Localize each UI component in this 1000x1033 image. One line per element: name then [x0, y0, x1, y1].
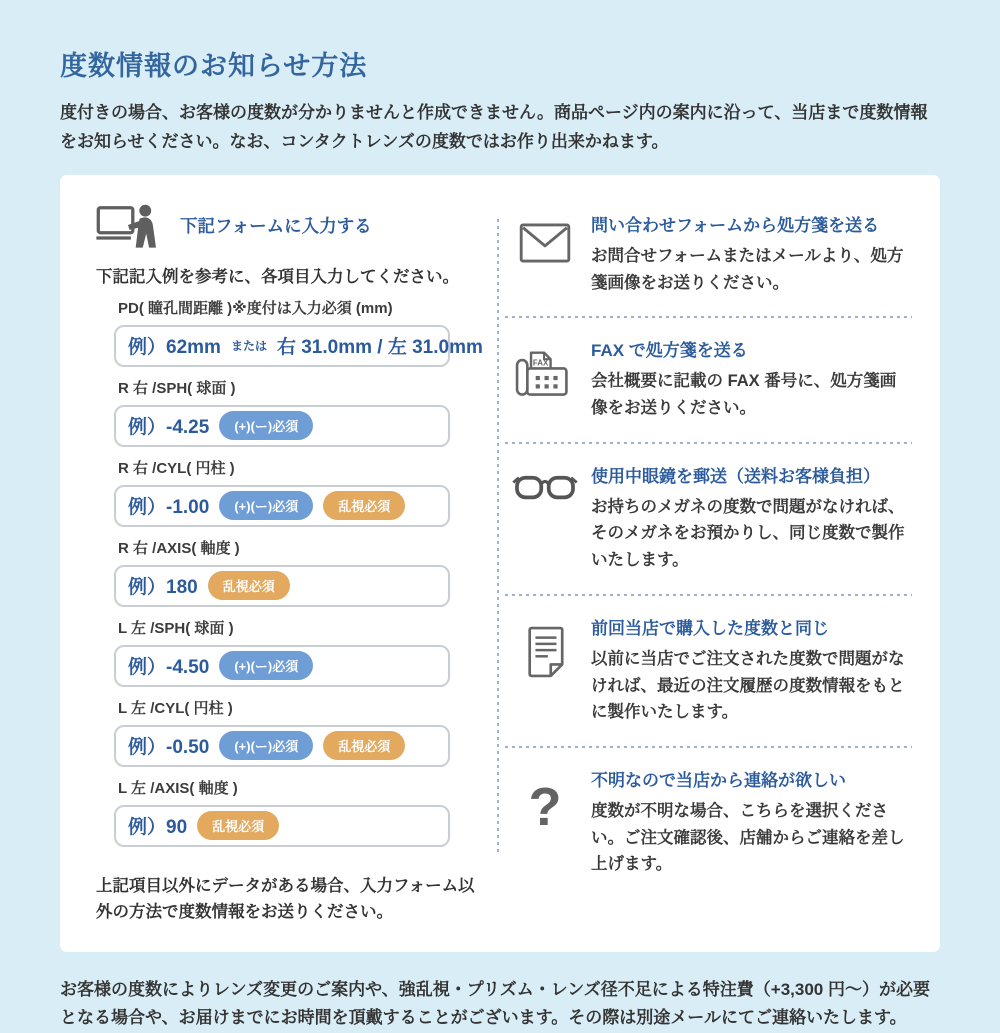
glasses-icon: [499, 460, 591, 574]
field-example-box: [114, 805, 450, 847]
method-description: お持ちのメガネの度数で問題がなければ、そのメガネをお預かりし、同じ度数で製作いたします。: [591, 497, 905, 570]
envelope-icon: [499, 209, 591, 296]
plus-minus-required-badge: (+)(ー)必須: [219, 651, 313, 680]
method-heading: 使用中眼鏡を郵送（送料お客様負担）: [591, 466, 880, 486]
form-field-group: [114, 617, 450, 687]
method-content: [591, 612, 912, 726]
form-field-group: [114, 697, 450, 767]
form-field-group: [114, 297, 483, 367]
method-item: [499, 201, 912, 308]
form-field-group: [114, 777, 450, 847]
method-item: [499, 604, 912, 738]
page-title: 度数情報のお知らせ方法: [60, 51, 368, 81]
form-section-heading: 下記フォームに入力する: [180, 216, 372, 237]
field-example-box: [114, 645, 450, 687]
plus-minus-required-badge: (+)(ー)必須: [219, 731, 313, 760]
field-example-value: 例）62mm: [128, 337, 221, 359]
horizontal-divider: [505, 746, 912, 748]
field-label: R 右 /AXIS( 軸度 ): [118, 539, 240, 557]
field-label: L 左 /CYL( 円柱 ): [118, 699, 233, 717]
svg-text:FAX: FAX: [532, 358, 549, 368]
field-example-value: 例）-4.50: [128, 657, 210, 679]
method-heading: 前回当店で購入した度数と同じ: [591, 618, 829, 638]
method-item: [499, 326, 912, 433]
field-example-value-2: 右 31.0mm / 左 31.0mm: [276, 337, 483, 359]
method-heading: FAX で処方箋を送る: [591, 341, 748, 361]
form-note: 上記項目以外にデータがある場合、入力フォーム以外の方法で度数情報をお送りください。: [96, 876, 475, 922]
field-example-box: [114, 485, 450, 527]
astigmatism-required-badge: 乱視必須: [197, 811, 279, 840]
method-content: [591, 209, 912, 296]
form-section: [60, 199, 497, 926]
form-field-group: [114, 457, 450, 527]
field-label: L 左 /AXIS( 軸度 ): [118, 779, 238, 797]
method-heading: 不明なので当店から連絡が欲しい: [591, 770, 846, 790]
form-example-fields: [114, 297, 483, 847]
fax-icon: [499, 334, 591, 421]
field-label: L 左 /SPH( 球面 ): [118, 619, 234, 637]
astigmatism-required-badge: 乱視必須: [208, 571, 290, 600]
field-label: PD( 瞳孔間距離 )※度付は入力必須 (mm): [118, 299, 393, 317]
field-example-value: 例）-0.50: [128, 737, 210, 759]
field-example-value: 例）90: [128, 817, 188, 839]
field-example-connector: または: [230, 339, 267, 354]
field-example-box: [114, 325, 483, 367]
alt-methods-section: [499, 199, 940, 926]
horizontal-divider: [505, 594, 912, 596]
intro-text: 度付きの場合、お客様の度数が分かりませんと作成できません。商品ページ内の案内に沿って、当店まで度数情報をお知らせください。なお、コンタクトレンズの度数ではお作り出来かねます。: [60, 103, 928, 151]
method-description: 以前に当店でご注文された度数で問題がなければ、最近の注文履歴の度数情報をもとに製作いたします。: [591, 649, 905, 722]
method-description: 会社概要に記載の FAX 番号に、処方箋画像をお送りください。: [591, 372, 897, 417]
horizontal-divider: [505, 442, 912, 444]
field-example-box: [114, 405, 450, 447]
method-content: [591, 764, 912, 878]
form-field-group: [114, 537, 450, 607]
footer-note: お客様の度数によりレンズ変更のご案内や、強乱視・プリズム・レンズ径不足による特注費（+3,300 円〜）が必要となる場合や、お届けまでにお時間を頂戴することがございます。その際は別途メールにてご連絡いたします。: [60, 979, 930, 1028]
method-description: 度数が不明な場合、こちらを選択ください。ご注文確認後、店舗からご連絡を差し上げます。: [591, 801, 905, 874]
field-example-box: [114, 565, 450, 607]
field-example-value: 例）180: [128, 577, 198, 599]
field-label: R 右 /SPH( 球面 ): [118, 379, 236, 397]
form-field-group: [114, 377, 450, 447]
astigmatism-required-badge: 乱視必須: [323, 491, 405, 520]
document-icon: [499, 612, 591, 726]
plus-minus-required-badge: (+)(ー)必須: [219, 491, 313, 520]
method-item: [499, 756, 912, 890]
field-example-value: 例）-4.25: [128, 417, 210, 439]
method-content: [591, 334, 912, 421]
method-content: [591, 460, 912, 574]
method-description: お問合せフォームまたはメールより、処方箋画像をお送りください。: [591, 246, 904, 292]
form-section-header: [96, 203, 497, 249]
presenter-at-monitor-icon: [96, 203, 160, 249]
plus-minus-required-badge: (+)(ー)必須: [219, 411, 313, 440]
astigmatism-required-badge: 乱視必須: [323, 731, 405, 760]
method-item: [499, 452, 912, 586]
methods-card: [60, 175, 940, 952]
question-icon: ?: [528, 776, 562, 837]
horizontal-divider: [505, 316, 912, 318]
field-example-box: [114, 725, 450, 767]
form-instruction: 下記記入例を参考に、各項目入力してください。: [96, 267, 459, 286]
method-heading: 問い合わせフォームから処方箋を送る: [591, 215, 880, 235]
field-example-value: 例）-1.00: [128, 497, 210, 519]
field-label: R 右 /CYL( 円柱 ): [118, 459, 235, 477]
